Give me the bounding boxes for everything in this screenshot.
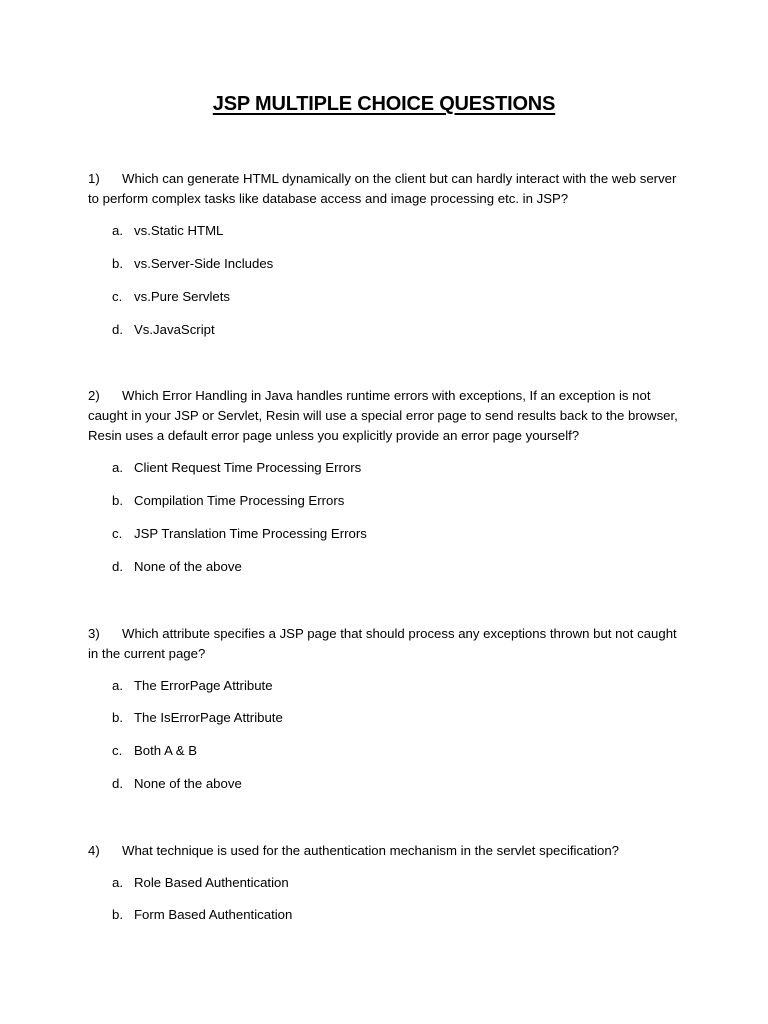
option-letter: a. [112,875,123,890]
option-text: Compilation Time Processing Errors [134,493,345,508]
option-text: vs.Server-Side Includes [134,256,274,271]
option-2c [112,525,367,543]
question-number: 4) [88,843,100,858]
question-3 [88,624,688,664]
question-number: 1) [88,171,100,186]
question-number: 2) [88,388,100,403]
option-1d [112,321,215,339]
option-letter: b. [112,493,123,508]
option-letter: c. [112,289,123,304]
option-text: vs.Pure Servlets [134,289,231,304]
option-text: Both A & B [134,743,198,758]
question-4 [88,841,688,861]
option-3a [112,677,273,695]
option-2b [112,492,344,510]
option-letter: a. [112,678,123,693]
option-text: JSP Translation Time Processing Errors [134,526,367,541]
option-1b [112,255,273,273]
option-1a [112,222,223,240]
page-title: JSP MULTIPLE CHOICE QUESTIONS [212,93,556,115]
option-letter: a. [112,460,123,475]
question-number: 3) [88,626,100,641]
option-text: vs.Static HTML [134,223,224,238]
option-3b [112,709,283,727]
option-letter: d. [112,776,123,791]
option-text: None of the above [134,559,242,574]
question-text: What technique is used for the authentication mechanism in the servlet specification? [122,843,620,858]
option-text: Form Based Authentication [134,907,293,922]
option-text: None of the above [134,776,242,791]
question-text: Which can generate HTML dynamically on the client but can hardly interact with the web server to perform complex tasks like database access and image processing etc. in JSP? [88,171,677,206]
option-3d [112,775,242,793]
option-letter: d. [112,322,123,337]
option-letter: b. [112,256,123,271]
option-letter: c. [112,526,123,541]
option-text: The ErrorPage Attribute [134,678,273,693]
option-text: Role Based Authentication [134,875,289,890]
question-1 [88,169,688,209]
question-text: Which Error Handling in Java handles runtime errors with exceptions, If an exception is not caught in your JSP or Servlet, Resin will use a special error page to send results back to the browser, Resin uses a default error page unless you explicitly provide an error page yourself? [88,388,678,443]
option-letter: b. [112,907,123,922]
option-letter: d. [112,559,123,574]
option-1c [112,288,230,306]
question-text: Which attribute specifies a JSP page that should process any exceptions thrown but not caught in the current page? [88,626,677,661]
option-2a [112,459,361,477]
question-2 [88,386,688,446]
option-text: Vs.JavaScript [134,322,215,337]
option-3c [112,742,197,760]
option-4a [112,874,289,892]
option-4b [112,906,292,924]
option-text: The IsErrorPage Attribute [134,710,283,725]
option-letter: a. [112,223,123,238]
option-2d [112,558,242,576]
option-letter: b. [112,710,123,725]
option-text: Client Request Time Processing Errors [134,460,362,475]
option-letter: c. [112,743,123,758]
